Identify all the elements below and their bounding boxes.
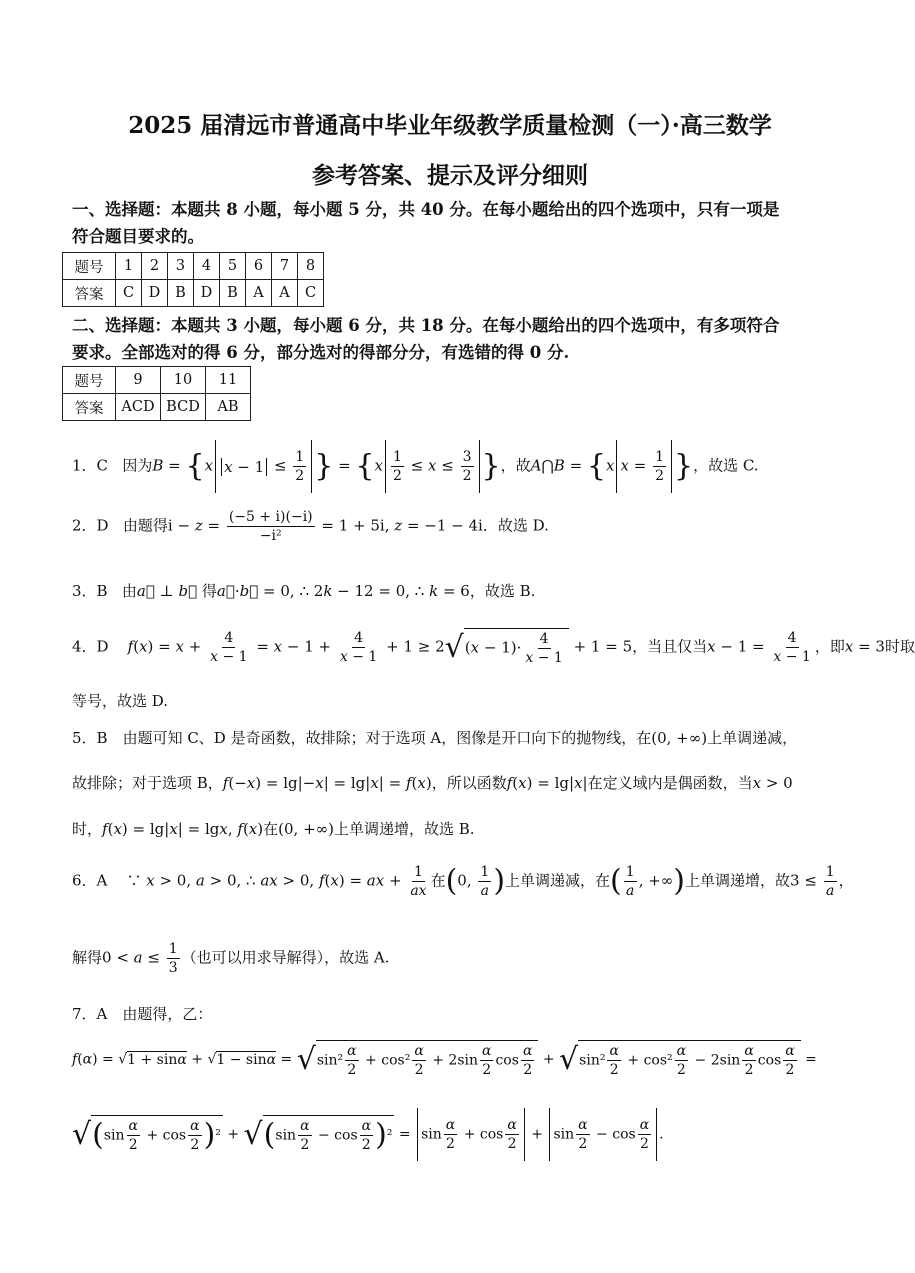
solution-4: 4．D f(x) = x + $\frac{4}{x - 1}$ = x − 1 + $\frac{4}{x - 1}$ + 1 ≥ 2√(x − 1)· $\frac{4}{x - 1}$ + 1 = 5，当且仅当x − 1 = $\frac{4}{x - 1}$ ，即x = 3时取: [72, 630, 915, 666]
solution-5-line1: 5．B 由题可知 C、D 是奇函数，故排除；对于选项 A，图像是开口向下的抛物线，在(0, +∞)上单调递减，: [72, 729, 798, 747]
table-row: 答案 ACD BCD AB: [63, 394, 251, 421]
solution-5-line2: 故排除；对于选项 B，f(−x) = lg|−x| = lg|x| = f(x)，所以函数f(x) = lg|x|在定义域内是偶函数，当x > 0: [72, 774, 793, 792]
solution-5-line3: 时，f(x) = lg|x| = lgx, f(x)在(0, +∞)上单调递增，故选 B.: [72, 820, 475, 838]
solution-6-cont: 解得0 < a ≤ $\frac{1}{3}$ （也可以用求导解得），故选 A.: [72, 941, 390, 976]
page-subtitle: 参考答案、提示及评分细则: [312, 162, 588, 189]
table-row: 答案 C D B D B A A C: [63, 280, 324, 307]
answer-table-2: [62, 366, 251, 421]
solution-7-eq1: f(α) = √1 + sinα + √1 − sinα = √sin² $\frac{\alpha}{2}$ + cos² $\frac{\alpha}{2}$ + 2sin $\frac{\alpha}{2}$ cos $\frac{\alpha}{2}$ + √sin² $\frac{\alpha}{2}$ + cos² $\frac{\alpha}{2}$ − 2sin $\frac{\alpha}{2}$ cos $\frac{\alpha}{2}$ =: [72, 1042, 817, 1078]
page-title: 2025 届清远市普通高中毕业年级教学质量检测（一）·高三数学: [128, 112, 772, 139]
solution-4-cont: 等号，故选 D.: [72, 692, 169, 710]
table-row: 题号 9 10 11: [63, 367, 251, 394]
answer-table-1: [62, 252, 324, 307]
solution-1: 1．C 因为B = {x x − 1 ≤ $\frac{1}{2}$ } = {x $\frac{1}{2}$ ≤ x ≤ $\frac{3}{2}$ }，故A⋂B = {x x = $\frac{1}{2}$ }，故选 C.: [72, 440, 759, 493]
solution-7-eq2: √(sin $\frac{\alpha}{2}$ + cos $\frac{\alpha}{2}$ )² + √(sin $\frac{\alpha}{2}$ − cos $\frac{\alpha}{2}$ )² = sin $\frac{\alpha}{2}$ + cos $\frac{\alpha}{2}$ + sin $\frac{\alpha}{2}$ − cos $\frac{\alpha}{2}$ .: [72, 1108, 664, 1161]
solution-7-intro: 7．A 由题得，乙：: [72, 1005, 213, 1023]
section2-heading: 二、选择题：本题共 3 小题，每小题 6 分，共 18 分。在每小题给出的四个选项中，有多项符合 要求。全部选对的得 6 分，部分选对的得部分分，有选错的得 0 分.: [72, 316, 780, 362]
section1-heading: 一、选择题：本题共 8 小题，每小题 5 分，共 40 分。在每小题给出的四个选项中，只有一项是 符合题目要求的。: [72, 200, 780, 246]
solution-3: 3．B 由a⃗ ⊥ b⃗ 得a⃗·b⃗ = 0, ∴ 2k − 12 = 0, ∴ k = 6，故选 B.: [72, 582, 536, 600]
solution-2: 2．D 由题得i − z = $\frac{(-5 + i)(-i)}{\text{−i²}}$ = 1 + 5i, z = −1 − 4i．故选 D.: [72, 509, 549, 544]
solution-6: 6．A ∵ x > 0, a > 0, ∴ ax > 0, f(x) = ax + $\frac{1}{ax}$ 在(0, $\frac{1}{a}$ )上单调递减，在( $\frac{1}{a}$ , +∞)上单调递增，故3 ≤ $\frac{1}{a}$ ，: [72, 863, 854, 899]
table-row: 题号 1 2 3 4 5 6 7 8: [63, 253, 324, 280]
